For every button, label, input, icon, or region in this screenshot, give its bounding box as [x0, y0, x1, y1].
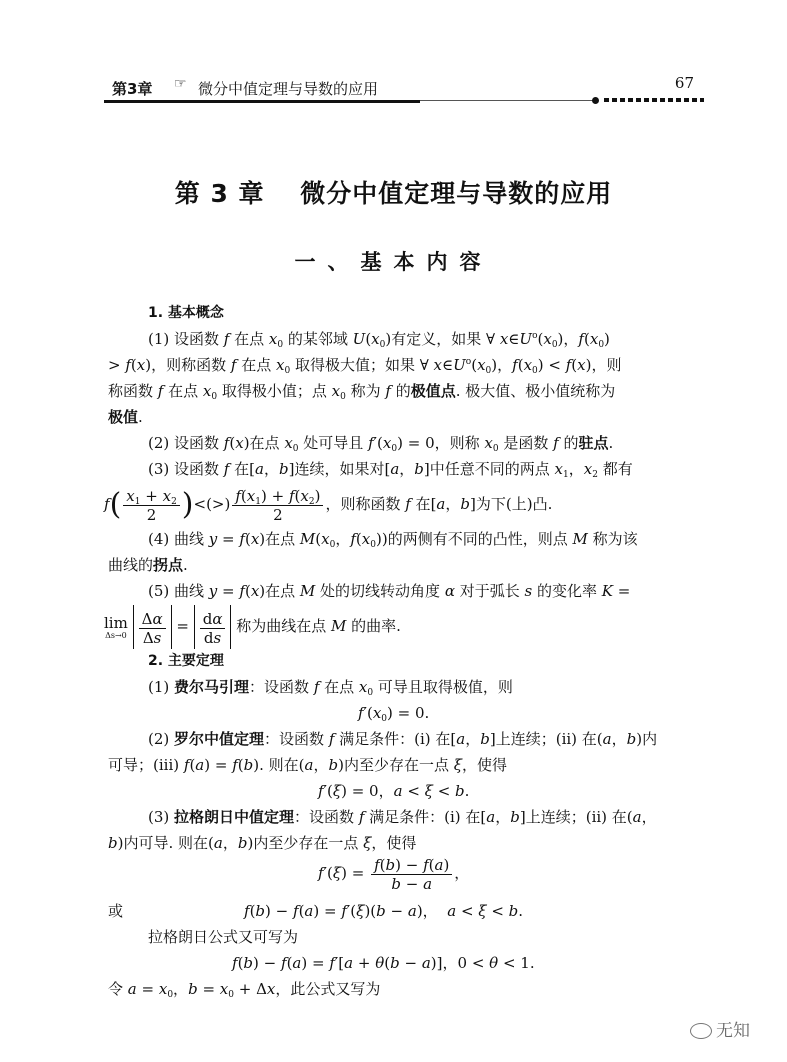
paragraph-line: 称函数 f 在点 $x_0$ 取得极小值；点 $x_0$ 称为 f 的极值点. 极大值、极小值统称为	[108, 382, 616, 402]
running-head-chapter: 第3章	[112, 80, 153, 98]
formula-line: f( $\frac{x_1 + x_2}{2}$ )<(>) $\frac{f(x_1) + f(x_2)}{2}$ ，则称函数 f 在[a，b]为下(上)凸.	[104, 486, 553, 524]
display-formula: $f'(x_0) = 0$.	[358, 704, 430, 724]
display-formula: f(b) − f(a) = f′[a + θ(b − a)]，0 < θ < 1.	[232, 954, 535, 972]
pointing-hand-icon: ☞	[174, 76, 187, 92]
subsection-heading-concepts: 1. 基本概念	[148, 305, 224, 321]
lagrange-note: 拉格朗日公式又可写为	[148, 928, 299, 946]
watermark-text: 无知	[716, 1021, 750, 1041]
term-inflection-point: 拐点	[153, 556, 184, 574]
paragraph-line: (4) 曲线 y = f(x)在点 $M(x_0$，$f(x_0)$)的两侧有不同的凸性，则点 M 称为该	[148, 530, 638, 550]
paragraph-line: 可导；(iii) f(a) = f(b). 则在(a，b)内至少存在一点 ξ，使得	[108, 756, 508, 774]
paragraph-line: > f(x)，则称函数 f 在点 $x_0$ 取得极大值；如果 ∀ $x\in U^o(x_0)$，$f(x_0) < f(x)$，则	[108, 356, 622, 376]
display-formula: f′(ξ) = 0，a < ξ < b.	[318, 782, 470, 800]
section-title: 一、基本内容	[294, 250, 493, 274]
term-extreme-value: 极值	[108, 408, 139, 426]
term-stationary-point: 驻点	[578, 434, 609, 452]
paragraph-line: (1) 设函数 f 在点 $x_0$ 的某邻域 $U(x_0)$有定义，如果 ∀ $x\in U^o(x_0)$，$f(x_0)$	[148, 330, 610, 350]
subsection-heading-theorems: 2. 主要定理	[148, 653, 224, 669]
paragraph-line: (5) 曲线 y = f(x)在点 M 处的切线转动角度 α 对于弧长 s 的变化率 K =	[148, 582, 631, 600]
or-label: 或	[108, 902, 124, 920]
page-number: 67	[674, 74, 694, 92]
theorem-name-fermat: 费尔马引理	[174, 678, 250, 696]
theorem-name-rolle: 罗尔中值定理	[174, 730, 265, 748]
paragraph-line: (2) 罗尔中值定理：设函数 f 满足条件：(i) 在[a，b]上连续；(ii) 在(a，b)内	[148, 730, 658, 748]
running-head-title: 微分中值定理与导数的应用	[198, 80, 379, 98]
paragraph-line: (2) 设函数 f(x)在点 $x_0$ 处可导且 $f'(x_0) = 0$，则称 $x_0$ 是函数 f 的驻点.	[148, 434, 614, 454]
paragraph-line: (3) 拉格朗日中值定理：设函数 f 满足条件：(i) 在[a，b]上连续；(ii) 在(a，	[148, 808, 657, 826]
paragraph-line: 曲线的拐点.	[108, 556, 188, 574]
paragraph-line: 令 $a = x_0$，$b = x_0 + \Delta x$，此公式又写为	[108, 980, 381, 1000]
chapter-title: 第 3 章 微分中值定理与导数的应用	[174, 179, 613, 208]
display-formula: f(b) − f(a) = f′(ξ)(b − a)， a < ξ < b.	[244, 902, 524, 920]
formula-line: lim Δs→0 $\frac{\Delta\alpha}{\Delta s}$ = $\frac{d\alpha}{ds}$ 称为曲线在点 M 的曲率.	[104, 604, 401, 649]
paragraph-line: (1) 费尔马引理：设函数 f 在点 $x_0$ 可导且取得极值，则	[148, 678, 513, 698]
paragraph-line: 极值.	[108, 408, 143, 426]
display-formula: f′(ξ) = $\frac{f(b) - f(a)}{b - a}$ ，	[318, 855, 470, 893]
header-rule-thick	[104, 100, 420, 103]
term-extreme-point: 极值点	[410, 382, 456, 400]
paragraph-line: (3) 设函数 f 在[a，b]连续，如果对[a，b]中任意不同的两点 $x_1$，$x_2$ 都有	[148, 460, 633, 480]
wechat-icon	[690, 1023, 712, 1039]
paragraph-line: b)内可导. 则在(a，b)内至少存在一点 ξ，使得	[108, 834, 417, 852]
header-rule-dot	[592, 97, 599, 104]
header-rule-dashes	[604, 98, 704, 102]
header-rule-thin	[420, 100, 596, 101]
watermark	[690, 1016, 750, 1041]
theorem-name-lagrange: 拉格朗日中值定理	[174, 808, 295, 826]
